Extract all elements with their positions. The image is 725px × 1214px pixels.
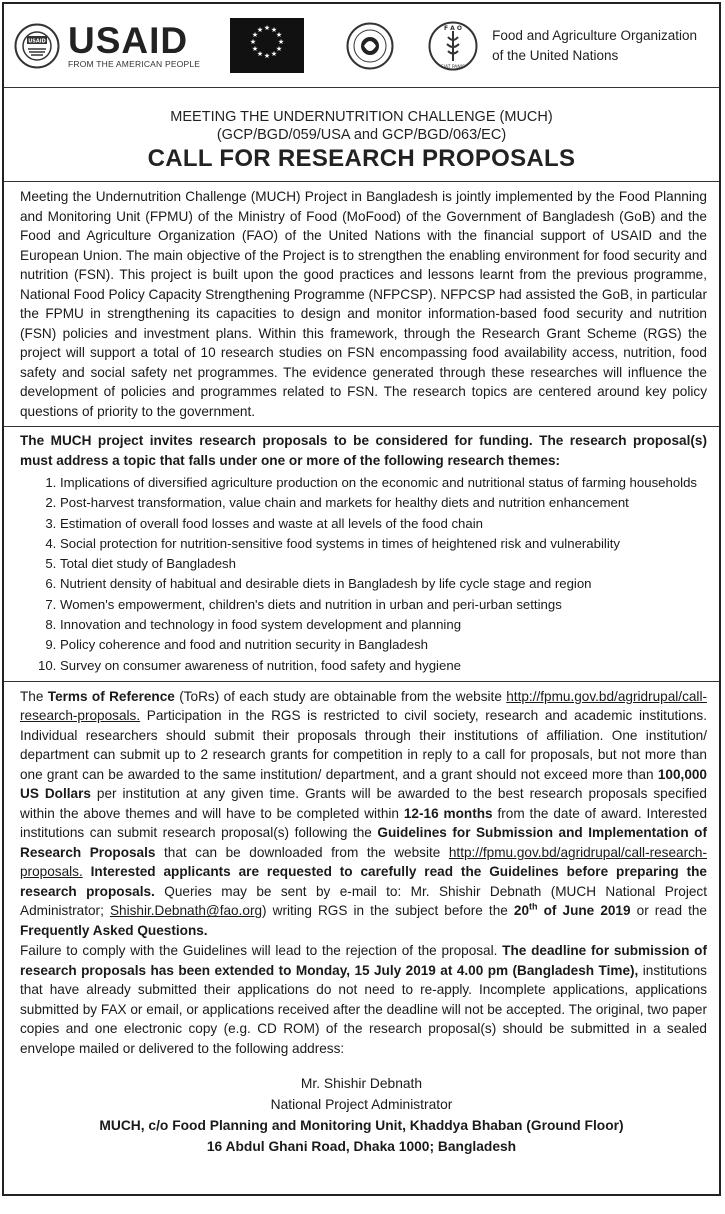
eu-flag-icon: [230, 18, 304, 73]
terms-text: or read the: [630, 903, 707, 919]
theme-item: 5. Total diet study of Bangladesh: [60, 554, 707, 574]
themes-section: [4, 426, 719, 681]
faq-reference: Frequently Asked Questions.: [20, 922, 208, 938]
svg-text:★: ★: [250, 38, 257, 46]
project-codes: (GCP/BGD/059/USA and GCP/BGD/063/EC): [216, 127, 507, 143]
project-name: MEETING THE UNDERNUTRITION CHALLENGE (MUCH): [170, 109, 553, 125]
fao-name-line2: of the United Nations: [492, 47, 619, 63]
theme-item: 2. Post-harvest transformation, value chain and markets for healthy diets and nutrition enhancement: [60, 493, 707, 513]
terms-of-reference: Terms of Reference: [47, 688, 175, 704]
terms-text: (ToRs) of each study are obtainable from the website: [174, 688, 507, 704]
theme-item: 4. Social protection for nutrition-sensitive food systems in times of heightened risk and vulnerability: [60, 534, 707, 554]
svg-text:★: ★: [278, 38, 285, 46]
terms-text: per institution at any given time. Grants will be awarded to the best research proposals specified within the above themes and will have to be completed within: [20, 786, 707, 821]
terms-text: ) writing RGS in the subject before the: [262, 903, 514, 919]
advertisement-page: [2, 2, 721, 1196]
theme-item: 1. Implications of diversified agriculture production on the economic and nutritional status of farming households: [60, 473, 707, 493]
terms-text: [83, 864, 91, 879]
grant-duration: 12-16 months: [403, 805, 493, 821]
terms-text: that can be downloaded from the website: [155, 844, 449, 860]
intro-section: [4, 182, 719, 426]
fao-seal-motto: FIAT PANIS: [441, 64, 466, 70]
svg-text:★: ★: [271, 26, 278, 34]
query-deadline: [514, 903, 631, 918]
deadline-text: Failure to comply with the Guidelines will lead to the rejection of the proposal.: [20, 943, 503, 959]
usaid-seal-icon: [14, 23, 60, 69]
intro-paragraph: Meeting the Undernutrition Challenge (MUCH) Project in Bangladesh is jointly implemented by the Food Planning and Monitoring Unit (FPMU) of the Ministry of Food (MoFood) of the Government of Bangladesh (GoB) and the Food and Agriculture Organization (FAO) of the United Nations with the financial support of USAID and the European Union. The main objective of the Project is to strengthen the enabling environment for food security and nutrition (FSN). This project is built upon the good practices and lessons learnt from the previous programme, National Food Policy Capacity Strengthening Programme (NFPCSP). NFPCSP had assisted the GoB, in particular the FPMU in strengthening its capacities to design and monitor information-based food security and nutrition (FSN) policies and investment plans. Within this framework, through the Research Grant Scheme (RGS) the project will support a total of 10 research studies on FSN encompassing food availability access, nutrition, food safety and social safety net programmes. The evidence generated through these researches will influence the development of policies and programmes related to FSN. The research topics are centered around key policy questions of priority to the government.: [20, 189, 707, 419]
terms-text: Queries may be sent by e-mail to: Mr. Shishir Debnath (MUCH National Project Administrator;: [20, 883, 708, 919]
themes-lead: The MUCH project invites research proposals to be considered for funding. The research proposal(s) must address a topic that falls under one or more of the following research themes:: [20, 433, 707, 468]
mailing-address: [4, 1063, 719, 1157]
fao-name: [492, 26, 697, 66]
address-org: MUCH, c/o Food Planning and Monitoring Unit, Khaddya Bhaban (Ground Floor): [99, 1118, 624, 1134]
theme-item: 9. Policy coherence and food and nutrition security in Bangladesh: [60, 635, 707, 655]
usaid-seal-text: USAID: [28, 38, 46, 44]
svg-text:★: ★: [276, 31, 283, 39]
usaid-wordmark-text: USAID: [68, 19, 189, 61]
terms-section: [4, 681, 719, 1064]
address-role: National Project Administrator: [270, 1097, 453, 1113]
address-name: Mr. Shishir Debnath: [300, 1076, 423, 1092]
logo-strip: [4, 4, 719, 88]
svg-text:★: ★: [252, 45, 259, 53]
svg-text:★: ★: [264, 24, 271, 32]
guidelines-link[interactable]: http://fpmu.gov.bd/agridrupal/call-research-proposals.: [20, 844, 708, 880]
read-guidelines-note: Interested applicants are requested to carefully read the Guidelines before preparing the research proposals.: [20, 864, 707, 899]
themes-list: [20, 473, 707, 676]
svg-text:★: ★: [271, 50, 278, 58]
grant-amount: 100,000 US Dollars: [20, 766, 707, 802]
svg-text:★: ★: [257, 50, 264, 58]
fao-name-line1: Food and Agriculture Organization: [492, 27, 698, 43]
contact-email-link[interactable]: Shishir.Debnath@fao.org: [109, 903, 263, 919]
fao-seal-letters: F A O: [444, 24, 463, 32]
query-deadline-day: 20: [513, 903, 530, 919]
deadline-paragraph: [20, 941, 707, 1058]
bangladesh-govt-seal-icon: [346, 22, 394, 70]
svg-text:★: ★: [276, 45, 283, 53]
usaid-wordmark: [68, 19, 201, 69]
query-deadline-suffix: th: [529, 901, 538, 912]
header: [4, 88, 719, 182]
svg-text:★: ★: [257, 26, 264, 34]
deadline-text: institutions that have already submitted their applications do not need to re-apply. Incomplete applications, applications submitted by FAX or email, or applications received after the deadline will not be accepted. The original, two paper copies and one electronic copy (e.g. CD ROM) of the research proposal(s) should be submitted in a sealed envelope mailed or delivered to the following address:: [20, 962, 707, 1056]
tor-link[interactable]: http://fpmu.gov.bd/agridrupal/call-research-proposals.: [20, 688, 707, 724]
terms-text: from the date of award. Interested institutions can submit research proposal(s) following the: [20, 805, 707, 841]
svg-text:★: ★: [252, 31, 259, 39]
page-title: CALL FOR RESEARCH PROPOSALS: [147, 145, 576, 172]
usaid-tagline: FROM THE AMERICAN PEOPLE: [68, 58, 201, 69]
address-street: 16 Abdul Ghani Road, Dhaka 1000; Bangladesh: [206, 1139, 517, 1155]
theme-item: 8. Innovation and technology in food system development and planning: [60, 615, 707, 635]
fao-seal-icon: [428, 21, 478, 71]
theme-item: 6. Nutrient density of habitual and desirable diets in Bangladesh by life cycle stage and region: [60, 574, 707, 594]
terms-text: The: [20, 688, 48, 704]
guidelines-title: Guidelines for Submission and Implementation of Research Proposals: [20, 825, 707, 860]
theme-item: 3. Estimation of overall food losses and waste at all levels of the food chain: [60, 514, 707, 534]
terms-text: Participation in the RGS is restricted to civil society, research and academic institutions. Individual researchers should submit their proposals through their institutions of affiliation. One institution/ department can submit up to 2 research grants for competition in reply to a call for proposals, but not more than one grant can be awarded to the same institution/ department, and a grant should not exceed more than: [20, 708, 707, 782]
svg-text:★: ★: [264, 52, 271, 60]
query-deadline-rest: of June 2019: [537, 903, 631, 919]
theme-item: 7. Women's empowerment, children's diets and nutrition in urban and peri-urban settings: [60, 595, 707, 615]
submission-deadline: The deadline for submission of research proposals has been extended to Monday, 15 July 2019 at 4.00 pm (Bangladesh Time),: [20, 943, 707, 978]
theme-item: 10. Survey on consumer awareness of nutrition, food safety and hygiene: [60, 656, 707, 676]
terms-paragraph: [20, 687, 707, 941]
